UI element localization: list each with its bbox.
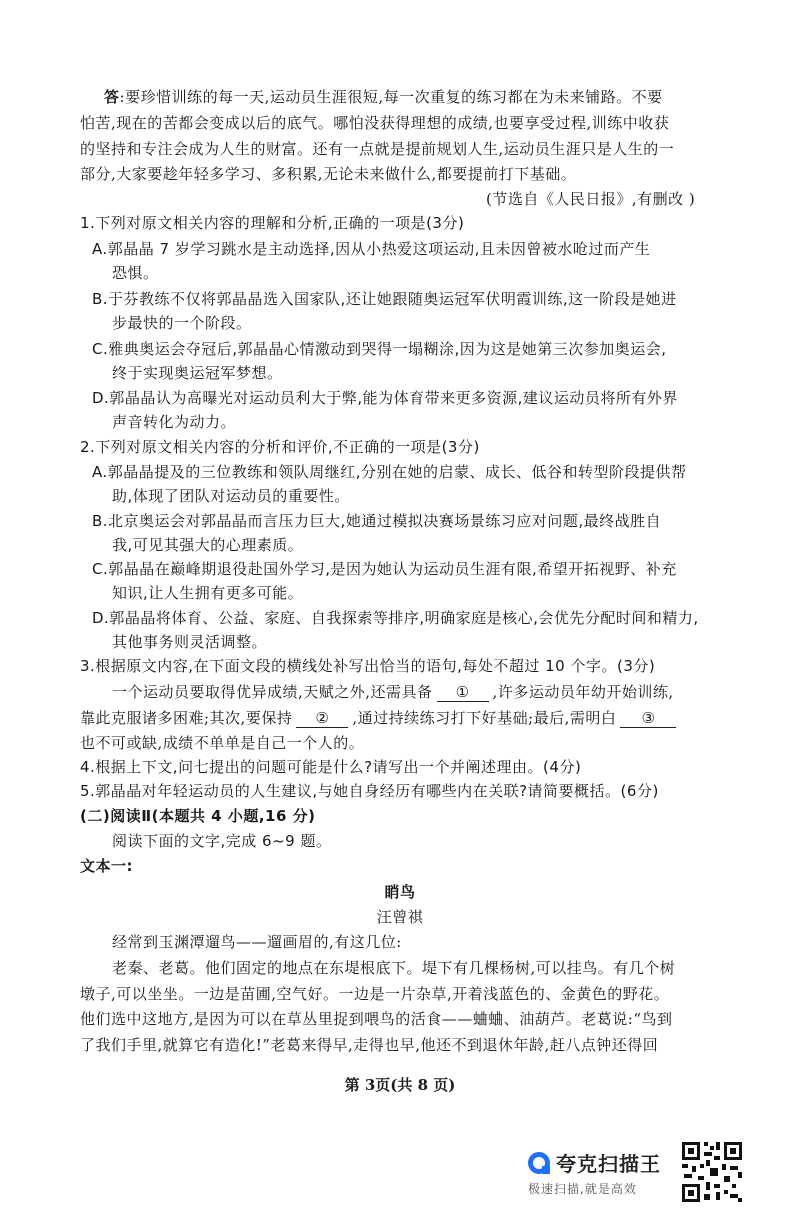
answer-line-3: 的坚持和专注会成为人生的财富。还有一点就是提前规划人生,运动员生涯只是人生的一 <box>80 140 675 158</box>
q3-passage-line-2 <box>80 707 680 729</box>
q1-option-d: D.郭晶晶认为高曝光对运动员利大于弊,能为体育带来更多资源,建议运动员将所有外界 <box>92 389 678 407</box>
q3-text-1a: 一个运动员要取得优异成绩,天赋之外,还需具备 <box>112 683 433 701</box>
answer-line-1 <box>104 86 663 108</box>
section-instruction: 阅读下面的文字,完成 6~9 题。 <box>112 832 332 850</box>
q1-option-a: A.郭晶晶 7 岁学习跳水是主动选择,因从小热爱这项运动,且未因曾被水呛过而产生 <box>92 240 651 258</box>
answer-line-2: 怕苦,现在的苦都会变成以后的底气。哪怕没获得理想的成绩,也要享受过程,训练中收获 <box>80 114 670 132</box>
answer-label: 答 <box>104 88 120 106</box>
article-paragraph-2-line-4: 了我们手里,就算它有造化!”老葛来得早,走得也早,他还不到退休年龄,赶八点钟还得回 <box>80 1036 659 1054</box>
q2-option-b: B.北京奥运会对郭晶晶而言压力巨大,她通过模拟决赛场景练习应对问题,最终战胜自 <box>92 512 662 530</box>
q2-option-b-cont: 我,可见其强大的心理素质。 <box>112 536 304 554</box>
article-paragraph-2-line-2: 墩子,可以坐坐。一边是苗圃,空气好。一边是一片杂草,开着浅蓝色的、金黄色的野花。 <box>80 985 670 1003</box>
article-author: 汪曾祺 <box>376 908 424 926</box>
q3-passage-line-1 <box>112 681 674 703</box>
q3-text-2a: 靠此克服诸多困难;其次,要保持 <box>80 709 293 727</box>
q2-stem: 2.下列对原文相关内容的分析和评价,不正确的一项是(3分) <box>80 438 480 456</box>
q1-option-b-cont: 步最快的一个阶段。 <box>112 314 252 332</box>
answer-text-1: :要珍惜训练的每一天,运动员生涯很短,每一次重复的练习都在为未来铺路。不要 <box>119 88 663 106</box>
answer-line-4: 部分,大家要趁年轻多学习、多积累,无论未来做什么,都要提前打下基础。 <box>80 165 577 183</box>
q2-option-d-cont: 其他事务则灵活调整。 <box>112 633 268 651</box>
article-paragraph-2-line-1: 老秦、老葛。他们固定的地点在东堤根底下。堤下有几棵杨树,可以挂鸟。有几个树 <box>112 959 676 977</box>
q3-blank-2[interactable]: ② <box>296 709 348 728</box>
q4-stem: 4.根据上下文,问七提出的问题可能是什么?请写出一个并阐述理由。(4分) <box>80 758 582 776</box>
q3-passage-line-3: 也不可或缺,成绩不单单是自己一个人的。 <box>80 734 365 752</box>
q2-option-d: D.郭晶晶将体育、公益、家庭、自我探索等排序,明确家庭是核心,会优先分配时间和精力, <box>92 609 699 627</box>
source-note: (节选自《人民日报》,有删改 ) <box>486 190 696 208</box>
scanner-watermark <box>528 1146 678 1206</box>
text-one-label: 文本一: <box>80 857 133 875</box>
q1-option-a-cont: 恐惧。 <box>112 264 159 282</box>
q3-text-1b: ,许多运动员年幼开始训练, <box>492 683 674 701</box>
page-number: 第 3页(共 8 页) <box>344 1076 456 1094</box>
watermark-brand: 夸克扫描王 <box>556 1152 661 1176</box>
article-title: 睄鸟 <box>384 883 416 901</box>
q3-text-2b: ,通过持续练习打下好基础;最后,需明白 <box>352 709 617 727</box>
q1-option-c-cont: 终于实现奥运冠军梦想。 <box>112 364 283 382</box>
q1-stem: 1.下列对原文相关内容的理解和分析,正确的一项是(3分) <box>80 214 465 232</box>
q2-option-a-cont: 助,体现了团队对运动员的重要性。 <box>112 487 350 505</box>
q2-option-a: A.郭晶晶提及的三位教练和领队周继红,分别在她的启蒙、成长、低谷和转型阶段提供帮 <box>92 463 687 481</box>
q2-option-c-cont: 知识,让人生拥有更多可能。 <box>112 584 304 602</box>
q2-option-c: C.郭晶晶在巅峰期退役赴国外学习,是因为她认为运动员生涯有限,希望开拓视野、补充 <box>92 560 677 578</box>
qr-code-icon <box>680 1140 744 1204</box>
q1-option-c: C.雅典奥运会夺冠后,郭晶晶心情激动到哭得一塌糊涂,因为这是她第三次参加奥运会, <box>92 340 667 358</box>
q1-option-d-cont: 声音转化为动力。 <box>112 413 237 431</box>
q3-stem: 3.根据原文内容,在下面文段的横线处补写出恰当的语句,每处不超过 10 个字。(3分) <box>80 657 656 675</box>
quark-logo-icon <box>528 1152 550 1174</box>
q3-blank-3[interactable]: ③ <box>620 709 676 728</box>
q1-option-b: B.于芬教练不仅将郭晶晶选入国家队,还让她跟随奥运冠军伏明霞训练,这一阶段是她进 <box>92 290 677 308</box>
watermark-slogan: 极速扫描,就是高效 <box>528 1182 637 1196</box>
section-heading: (二)阅读Ⅱ(本题共 4 小题,16 分) <box>80 807 316 825</box>
q3-blank-1[interactable]: ① <box>437 683 489 702</box>
q5-stem: 5.郭晶晶对年轻运动员的人生建议,与她自身经历有哪些内在关联?请简要概括。(6分) <box>80 782 659 800</box>
article-paragraph-2-line-3: 他们选中这地方,是因为可以在草丛里捉到喂鸟的活食——蛐蛐、油葫芦。老葛说:“鸟到 <box>80 1010 673 1028</box>
article-paragraph-1: 经常到玉渊潭遛鸟——遛画眉的,有这几位: <box>112 933 402 951</box>
